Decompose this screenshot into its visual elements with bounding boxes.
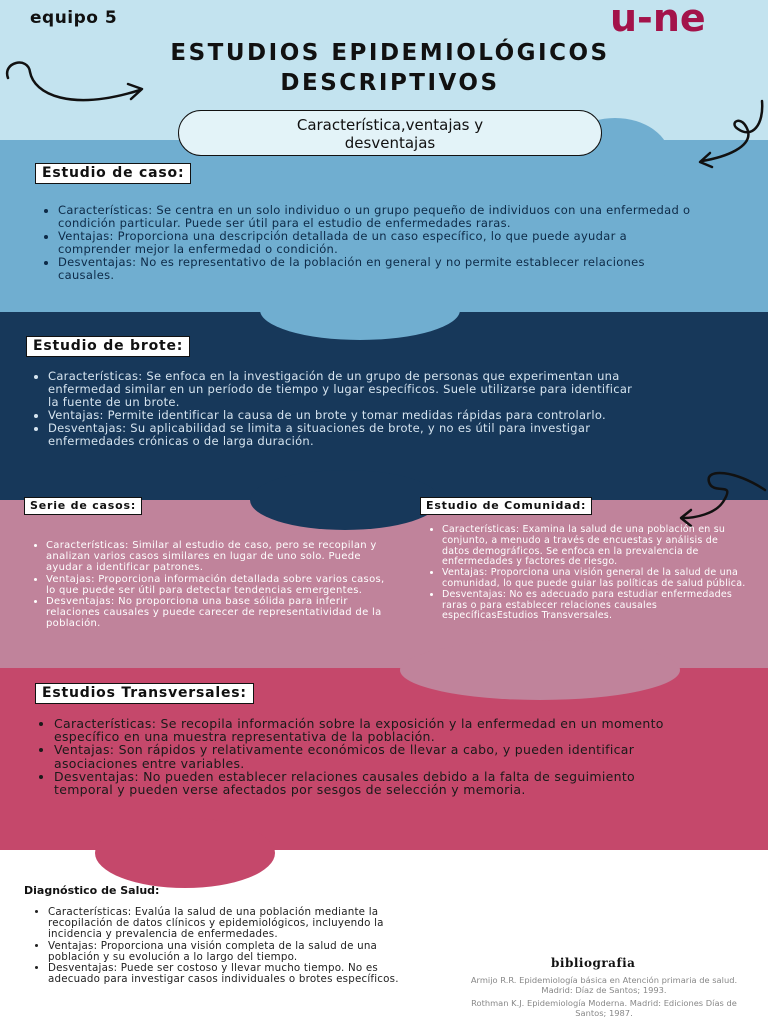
subtitle-pill [178, 110, 602, 156]
comunidad-item: • Desventajas: No es adecuado para estudiar enfermedades raras o para establecer relaciones causales específicasEstudios Transversales. [442, 590, 748, 622]
brote-list [30, 370, 638, 448]
bibliografia-ref: Armijo R.R. Epidemiología básica en Atención primaria de salud. Madrid: Díaz de Santos; 1993. [470, 975, 738, 995]
subtitle-line-1: Característica,ventajas y [296, 116, 484, 134]
page-title [110, 38, 670, 98]
comunidad-list [424, 525, 748, 622]
serie-item: • Desventajas: No proporciona una base sólida para inferir relaciones causales y puede carecer de representatividad de la población. [46, 596, 386, 630]
swirl-arrow-left-icon [0, 50, 160, 120]
transversales-item: • Características: Se recopila información sobre la exposición y la enfermedad en un momento específico en una muestra representativa de la población. [54, 717, 694, 743]
transversales-bottom-blob [95, 818, 275, 888]
diagnostico-item: • Ventajas: Proporciona una visión completa de la salud de una población y su evolución a lo largo del tiempo. [48, 941, 408, 963]
title-line-1: ESTUDIOS EPIDEMIOLÓGICOS [170, 40, 610, 66]
brote-item: • Ventajas: Permite identificar la causa de un brote y tomar medidas rápidas para controlarlo. [48, 409, 638, 422]
caso-bottom-blob [260, 280, 460, 340]
team-label: equipo 5 [30, 8, 118, 28]
diagnostico-item: • Características: Evalúa la salud de una población mediante la recopilación de datos clínicos y epidemiológicos, incluyendo la incidencia y prevalencia de enfermedades. [48, 907, 408, 941]
caso-item: • Desventajas: No es representativo de la población en general y no permite establecer relaciones causales. [58, 256, 698, 282]
brote-heading: Estudio de brote: [26, 336, 190, 357]
diagnostico-heading: Diagnóstico de Salud: [24, 884, 160, 897]
caso-heading: Estudio de caso: [35, 163, 191, 184]
comunidad-item: • Características: Examina la salud de una población en su conjunto, a menudo a través de encuestas y análisis de datos demográficos. Se enfoca en la prevalencia de enfermedades y factores de riesgo. [442, 525, 748, 568]
brote-item: • Desventajas: Su aplicabilidad se limita a situaciones de brote, y no es útil para investigar enfermedades crónicas o de larga duración. [48, 422, 638, 448]
caso-item: • Características: Se centra en un solo individuo o un grupo pequeño de individuos con una enfermedad o condición particular. Puede ser útil para el estudio de enfermedades raras. [58, 204, 698, 230]
serie-item: • Ventajas: Proporciona información detallada sobre varios casos, lo que puede ser útil para detectar tendencias emergentes. [46, 574, 386, 596]
comunidad-item: • Ventajas: Proporciona una visión general de la salud de una comunidad, lo que puede guiar las políticas de salud pública. [442, 568, 748, 590]
title-line-2: DESCRIPTIVOS [280, 70, 500, 96]
swirl-arrow-comunidad-icon [645, 460, 768, 530]
comunidad-heading: Estudio de Comunidad: [420, 497, 592, 515]
serie-item: • Características: Similar al estudio de caso, pero se recopilan y analizan varios casos similares en lugar de uno solo. Puede ayudar a identificar patrones. [46, 540, 386, 574]
brote-item: • Características: Se enfoca en la investigación de un grupo de personas que experimentan una enfermedad similar en un período de tiempo y lugar específicos. Suele utilizarse para identificar la fuente de un brote. [48, 370, 638, 409]
transversales-item: • Desventajas: No pueden establecer relaciones causales debido a la falta de seguimiento temporal y pueden verse afectados por sesgos de selección y memoria. [54, 770, 694, 796]
diagnostico-item: • Desventajas: Puede ser costoso y llevar mucho tiempo. No es adecuado para investigar casos individuales o brotes específicos. [48, 963, 408, 985]
swirl-arrow-right-icon [690, 95, 768, 175]
bibliografia-ref: Rothman K.J. Epidemiología Moderna. Madrid: Ediciones Días de Santos; 1987. [471, 998, 737, 1018]
une-logo [608, 0, 758, 40]
serie-bottom-blob [400, 640, 680, 700]
diagnostico-list [30, 907, 408, 985]
transversales-list [36, 717, 694, 796]
caso-list [40, 204, 698, 282]
logo-text: u-ne [610, 0, 706, 40]
bibliografia-heading: bibliografia [551, 956, 636, 970]
transversales-heading: Estudios Transversales: [35, 683, 254, 704]
brote-bottom-blob [250, 470, 440, 530]
caso-item: • Ventajas: Proporciona una descripción detallada de un caso específico, lo que puede ayudar a comprender mejor la enfermedad o condición. [58, 230, 698, 256]
transversales-item: • Ventajas: Son rápidos y relativamente económicos de llevar a cabo, y pueden identificar asociaciones entre variables. [54, 743, 694, 769]
une-logo-graphic [608, 0, 758, 40]
serie-list [28, 540, 386, 630]
serie-heading: Serie de casos: [24, 497, 142, 515]
subtitle-line-2: desventajas [344, 134, 436, 152]
